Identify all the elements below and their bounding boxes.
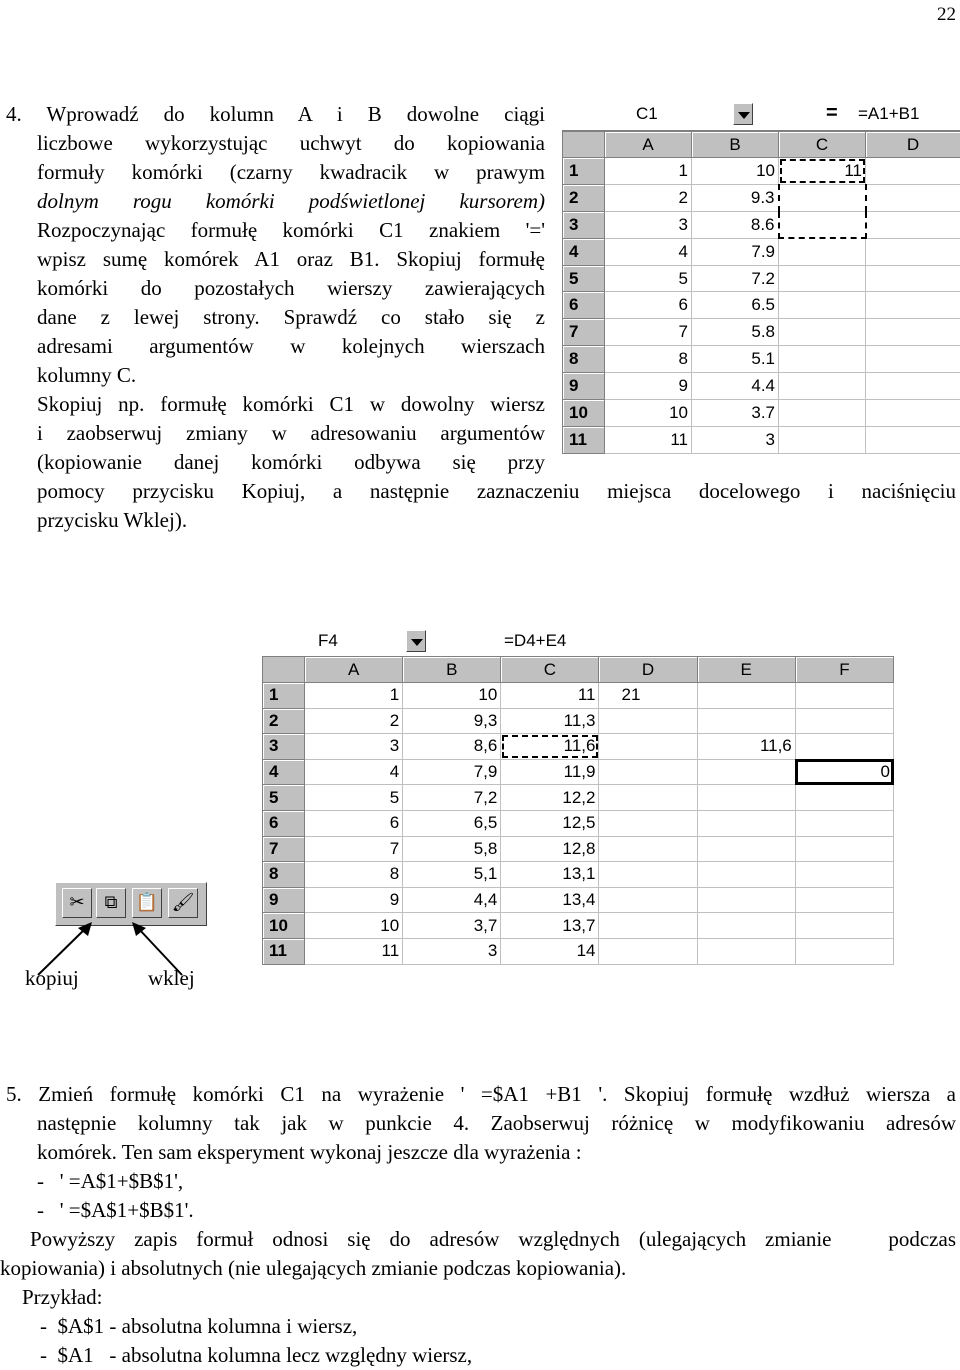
text-line: - $A$1 - absolutna kolumna i wiersz,	[40, 1314, 358, 1338]
text-line: (kopiowanie danej komórki odbywa się przy	[37, 450, 545, 474]
text-line: formuły komórki (czarny kwadracik w prawym	[37, 160, 545, 184]
cell[interactable]	[697, 759, 795, 785]
cell[interactable]: 8	[605, 346, 692, 373]
cell[interactable]: 10	[305, 913, 403, 939]
cell[interactable]: 3	[605, 211, 692, 238]
cell[interactable]: 5,1	[403, 862, 501, 888]
formula-text[interactable]: =A1+B1	[858, 104, 920, 123]
cell[interactable]: 2	[605, 184, 692, 211]
cell-copied[interactable]: 11,6	[501, 734, 599, 760]
cell[interactable]: 4	[605, 238, 692, 265]
cell[interactable]: 13,7	[501, 913, 599, 939]
cell-selected[interactable]: 11	[779, 158, 866, 185]
text-line: - ' =$A$1+$B$1'.	[37, 1198, 194, 1222]
cell[interactable]	[779, 265, 866, 292]
cell[interactable]: 12,5	[501, 810, 599, 836]
cell[interactable]	[866, 158, 960, 185]
cell[interactable]	[795, 862, 893, 888]
cell[interactable]	[866, 238, 960, 265]
cell[interactable]: 7.9	[692, 238, 779, 265]
chevron-down-icon[interactable]	[733, 103, 753, 125]
column-header[interactable]: A	[305, 657, 403, 683]
cell[interactable]	[779, 319, 866, 346]
text-line: 4. Wprowadź do kolumn A i B dowolne ciągi	[6, 102, 545, 126]
cell[interactable]: 4.4	[692, 373, 779, 400]
cell[interactable]: 12,2	[501, 785, 599, 811]
text-line: Rozpoczynając formułę komórki C1 znakiem '='	[37, 218, 545, 242]
text-line: - ' =A$1+$B$1',	[37, 1169, 184, 1193]
cell[interactable]: 11,9	[501, 759, 599, 785]
cell[interactable]	[795, 810, 893, 836]
cell[interactable]: 9,3	[403, 708, 501, 734]
row-header[interactable]: 5	[263, 785, 305, 811]
cell[interactable]: 3	[692, 426, 779, 453]
cell[interactable]	[795, 836, 893, 862]
cell[interactable]: 1	[605, 158, 692, 185]
cell[interactable]	[779, 346, 866, 373]
text-line: liczbowe wykorzystując uchwyt do kopiowania	[37, 131, 545, 155]
cell[interactable]	[599, 785, 697, 811]
cell[interactable]	[866, 400, 960, 427]
cell[interactable]	[795, 683, 893, 709]
cell[interactable]	[599, 836, 697, 862]
formula-bar	[562, 100, 960, 131]
row-header[interactable]: 4	[263, 759, 305, 785]
row-header[interactable]: 8	[263, 862, 305, 888]
cell[interactable]: 5	[305, 785, 403, 811]
text-line: 5. Zmień formułę komórki C1 na wyrażenie ' =$A1 +B1 '. Skopiuj formułę wzdłuż wiersza a	[6, 1082, 956, 1106]
scissors-icon[interactable]: ✂	[62, 888, 92, 918]
cell[interactable]: 13,1	[501, 862, 599, 888]
text-line: adresami argumentów w kolejnych wierszach	[37, 334, 545, 358]
cell[interactable]	[697, 862, 795, 888]
cell[interactable]	[599, 913, 697, 939]
cell[interactable]	[599, 938, 697, 964]
chevron-down-icon[interactable]	[406, 630, 426, 652]
cell[interactable]	[779, 211, 866, 238]
cell[interactable]: 3	[403, 938, 501, 964]
cell-active[interactable]: 0	[795, 759, 893, 785]
column-header[interactable]: F	[795, 657, 893, 683]
cell[interactable]	[599, 708, 697, 734]
cell[interactable]: 6,5	[403, 810, 501, 836]
text-line: Powyższy zapis formuł odnosi się do adresów względnych (ulegających zmianie podczas	[30, 1227, 956, 1251]
row-header[interactable]: 9	[263, 887, 305, 913]
text-line: dane z lewej strony. Sprawdź co stało się z	[37, 305, 545, 329]
column-header[interactable]: D	[866, 132, 960, 158]
cell[interactable]	[795, 938, 893, 964]
cell[interactable]: 11,3	[501, 708, 599, 734]
cell[interactable]: 9.3	[692, 184, 779, 211]
cell[interactable]: 3.7	[692, 400, 779, 427]
cell[interactable]: 4,4	[403, 887, 501, 913]
cell[interactable]	[795, 785, 893, 811]
cell[interactable]: 9	[605, 373, 692, 400]
cell[interactable]: 6.5	[692, 292, 779, 319]
cell[interactable]: 7.2	[692, 265, 779, 292]
text-line: przycisku Wklej).	[37, 508, 188, 532]
formula-text[interactable]: =D4+E4	[504, 631, 567, 650]
formula-bar	[262, 628, 894, 657]
row-header[interactable]: 10	[563, 400, 605, 427]
cell[interactable]: 7,2	[403, 785, 501, 811]
column-header[interactable]: D	[599, 657, 697, 683]
cell[interactable]	[697, 836, 795, 862]
cell[interactable]: 5,8	[403, 836, 501, 862]
row-header[interactable]: 2	[563, 184, 605, 211]
row-header[interactable]: 5	[563, 265, 605, 292]
page-number: 22	[937, 4, 956, 25]
cell[interactable]: 9	[305, 887, 403, 913]
name-box[interactable]: C1	[636, 104, 658, 123]
cell[interactable]: 5.8	[692, 319, 779, 346]
text-line: kopiowania) i absolutnych (nie ulegających zmianie podczas kopiowania).	[0, 1256, 627, 1280]
cell[interactable]	[866, 184, 960, 211]
cell[interactable]	[795, 708, 893, 734]
cell[interactable]: 4	[305, 759, 403, 785]
text-line: Skopiuj np. formułę komórki C1 w dowolny wiersz	[37, 392, 545, 416]
column-header[interactable]: A	[605, 132, 692, 158]
cell[interactable]	[599, 759, 697, 785]
spreadsheet-2	[262, 628, 894, 964]
cell[interactable]	[697, 785, 795, 811]
cell[interactable]: 3	[305, 734, 403, 760]
cell[interactable]	[697, 913, 795, 939]
row-header[interactable]: 7	[563, 319, 605, 346]
cell[interactable]: 6	[605, 292, 692, 319]
cell[interactable]	[599, 887, 697, 913]
cell[interactable]: 8,6	[403, 734, 501, 760]
paste-label: wklej	[148, 966, 195, 990]
row-header[interactable]: 6	[263, 810, 305, 836]
row-header[interactable]: 2	[263, 708, 305, 734]
copy-icon[interactable]: ⧉	[96, 888, 126, 918]
cell[interactable]	[697, 708, 795, 734]
cell[interactable]: 2	[305, 708, 403, 734]
cell[interactable]	[795, 734, 893, 760]
cell[interactable]: 7	[305, 836, 403, 862]
cell[interactable]: 10	[403, 683, 501, 709]
cell[interactable]: 5	[605, 265, 692, 292]
column-header[interactable]: B	[403, 657, 501, 683]
row-header[interactable]: 3	[263, 734, 305, 760]
cell[interactable]: 7,9	[403, 759, 501, 785]
text-line: i zaobserwuj zmiany w adresowaniu argumentów	[37, 421, 545, 445]
column-header[interactable]: C	[779, 132, 866, 158]
row-header[interactable]: 10	[263, 913, 305, 939]
cell[interactable]	[599, 734, 697, 760]
cell[interactable]: 11	[305, 938, 403, 964]
row-header[interactable]: 6	[563, 292, 605, 319]
row-header[interactable]: 1	[263, 683, 305, 709]
text-line: wpisz sumę komórek A1 oraz B1. Skopiuj formułę	[37, 247, 545, 271]
row-header[interactable]: 3	[563, 211, 605, 238]
cell[interactable]: 11	[501, 683, 599, 709]
cell[interactable]: 1	[305, 683, 403, 709]
cell[interactable]	[866, 265, 960, 292]
cell[interactable]	[866, 346, 960, 373]
cell[interactable]	[779, 292, 866, 319]
cell[interactable]	[779, 373, 866, 400]
cell[interactable]	[866, 211, 960, 238]
cell[interactable]	[795, 913, 893, 939]
cell[interactable]: 5.1	[692, 346, 779, 373]
cell[interactable]: 11	[605, 426, 692, 453]
text-line: kolumny C.	[37, 363, 137, 387]
cell[interactable]	[779, 400, 866, 427]
paste-icon[interactable]: 📋	[132, 888, 162, 918]
cell[interactable]: 6	[305, 810, 403, 836]
format-painter-icon[interactable]: 🖌	[168, 888, 198, 918]
row-header[interactable]: 9	[563, 373, 605, 400]
cell[interactable]	[697, 683, 795, 709]
text-line: następnie kolumny tak jak w punkcie 4. Zaobserwuj różnicę w modyfikowaniu adresów	[37, 1111, 956, 1135]
cell[interactable]	[866, 426, 960, 453]
column-header[interactable]: C	[501, 657, 599, 683]
row-header[interactable]: 7	[263, 836, 305, 862]
cell[interactable]: 13,4	[501, 887, 599, 913]
cell-grid	[562, 131, 960, 454]
select-all-corner[interactable]	[563, 132, 605, 158]
cell[interactable]	[697, 887, 795, 913]
cell[interactable]	[779, 184, 866, 211]
cell[interactable]	[779, 238, 866, 265]
cell[interactable]: 14	[501, 938, 599, 964]
row-header[interactable]: 11	[563, 426, 605, 453]
cell[interactable]: 10	[692, 158, 779, 185]
cell[interactable]	[697, 938, 795, 964]
cell[interactable]: 21	[599, 683, 697, 709]
text-line: komórek. Ten sam eksperyment wykonaj jeszcze dla wyrażenia :	[37, 1140, 582, 1164]
column-header[interactable]: B	[692, 132, 779, 158]
copy-label: kopiuj	[25, 966, 79, 990]
cell[interactable]: 8.6	[692, 211, 779, 238]
cell[interactable]	[866, 292, 960, 319]
cell[interactable]	[599, 862, 697, 888]
cell[interactable]: 3,7	[403, 913, 501, 939]
cell[interactable]: 10	[605, 400, 692, 427]
text-line: pomocy przycisku Kopiuj, a następnie zaznaczeniu miejsca docelowego i naciśnięciu	[37, 479, 956, 503]
cell[interactable]	[866, 319, 960, 346]
text-line: dolnym rogu komórki podświetlonej kursorem)	[37, 189, 545, 213]
cell[interactable]: 8	[305, 862, 403, 888]
select-all-corner[interactable]	[263, 657, 305, 683]
cell[interactable]: 12,8	[501, 836, 599, 862]
equals-sign: =	[826, 102, 838, 124]
column-header[interactable]: E	[697, 657, 795, 683]
cell[interactable]	[779, 426, 866, 453]
spreadsheet-1	[562, 100, 960, 458]
row-header[interactable]: 8	[563, 346, 605, 373]
name-box[interactable]: F4	[318, 631, 338, 650]
text-line: - $A1 - absolutna kolumna lecz względny wiersz,	[40, 1343, 473, 1367]
text-line: Przykład:	[22, 1285, 103, 1309]
cell[interactable]	[697, 810, 795, 836]
cell[interactable]: 11,6	[697, 734, 795, 760]
cell[interactable]	[599, 810, 697, 836]
cell[interactable]	[795, 887, 893, 913]
row-header[interactable]: 4	[563, 238, 605, 265]
row-header[interactable]: 11	[263, 938, 305, 964]
text-line: komórki do pozostałych wierszy zawierających	[37, 276, 545, 300]
cell[interactable]	[866, 373, 960, 400]
section-4-paragraph	[0, 100, 545, 480]
cell[interactable]: 7	[605, 319, 692, 346]
row-header[interactable]: 1	[563, 158, 605, 185]
cell-grid	[262, 656, 894, 965]
